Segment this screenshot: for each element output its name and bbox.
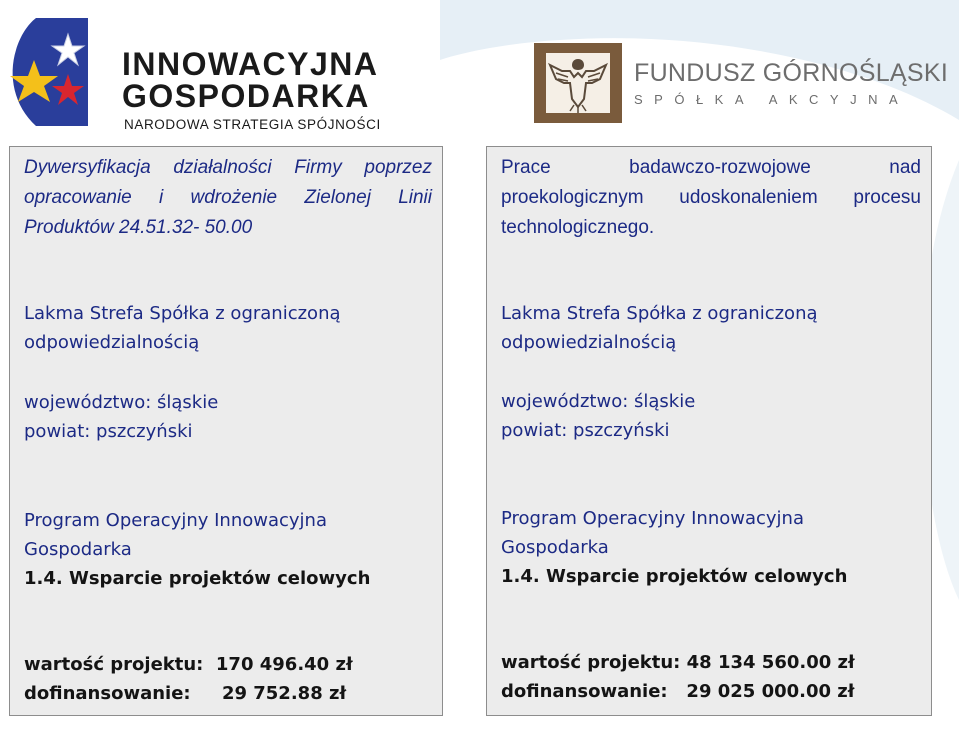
project-value: wartość projektu: 48 134 560.00 zł bbox=[501, 652, 855, 673]
county: powiat: pszczyński bbox=[501, 420, 670, 441]
fundusz-gornoslaski-logo bbox=[534, 43, 949, 123]
program-measure: 1.4. Wsparcie projektów celowych bbox=[501, 566, 848, 587]
program-block bbox=[24, 506, 432, 593]
beneficiary-line-2: odpowiedzialnością bbox=[24, 332, 200, 353]
logo-line-3: NARODOWA STRATEGIA SPÓJNOŚCI bbox=[124, 117, 381, 132]
fund-name: FUNDUSZ GÓRNOŚLĄSKI bbox=[634, 59, 949, 87]
program-line-1: Program Operacyjny Innowacyjna bbox=[24, 510, 327, 531]
project-card-2 bbox=[486, 146, 932, 716]
program-line-2: Gospodarka bbox=[501, 537, 609, 558]
financing-block bbox=[24, 650, 432, 708]
beneficiary-line-1: Lakma Strefa Spółka z ograniczoną bbox=[24, 303, 341, 324]
beneficiary-line-2: odpowiedzialnością bbox=[501, 332, 677, 353]
region-block bbox=[501, 387, 921, 445]
program-measure: 1.4. Wsparcie projektów celowych bbox=[24, 568, 371, 589]
beneficiary-line-1: Lakma Strefa Spółka z ograniczoną bbox=[501, 303, 818, 324]
program-line-1: Program Operacyjny Innowacyjna bbox=[501, 508, 804, 529]
eagle-emblem-icon bbox=[534, 43, 622, 123]
program-block bbox=[501, 504, 921, 591]
voivodeship: województwo: śląskie bbox=[501, 391, 696, 412]
region-block bbox=[24, 388, 432, 446]
county: powiat: pszczyński bbox=[24, 421, 193, 442]
financing-block bbox=[501, 648, 921, 706]
beneficiary-block bbox=[24, 299, 432, 357]
eu-stars-flag-icon bbox=[6, 16, 92, 128]
co-financing: dofinansowanie: 29 025 000.00 zł bbox=[501, 681, 855, 702]
innowacyjna-gospodarka-logo bbox=[6, 14, 446, 132]
project-title: Dywersyfikacja działalności Firmy poprzez opracowanie i wdrożenie Zielonej Linii Produktów 24.51.32- 50.00 bbox=[24, 157, 432, 238]
co-financing: dofinansowanie: 29 752.88 zł bbox=[24, 683, 347, 704]
beneficiary-block bbox=[501, 299, 921, 357]
logo-line-1: INNOWACYJNA bbox=[122, 46, 379, 82]
project-card-1 bbox=[9, 146, 443, 716]
logo-line-2: GOSPODARKA bbox=[122, 78, 370, 114]
voivodeship: województwo: śląskie bbox=[24, 392, 219, 413]
fund-subtitle: SPÓŁKA AKCYJNA bbox=[634, 92, 910, 107]
project-title: Prace badawczo-rozwojowe nad proekologicznym udoskonaleniem procesu technologicznego. bbox=[501, 157, 921, 238]
project-value: wartość projektu: 170 496.40 zł bbox=[24, 654, 353, 675]
program-line-2: Gospodarka bbox=[24, 539, 132, 560]
